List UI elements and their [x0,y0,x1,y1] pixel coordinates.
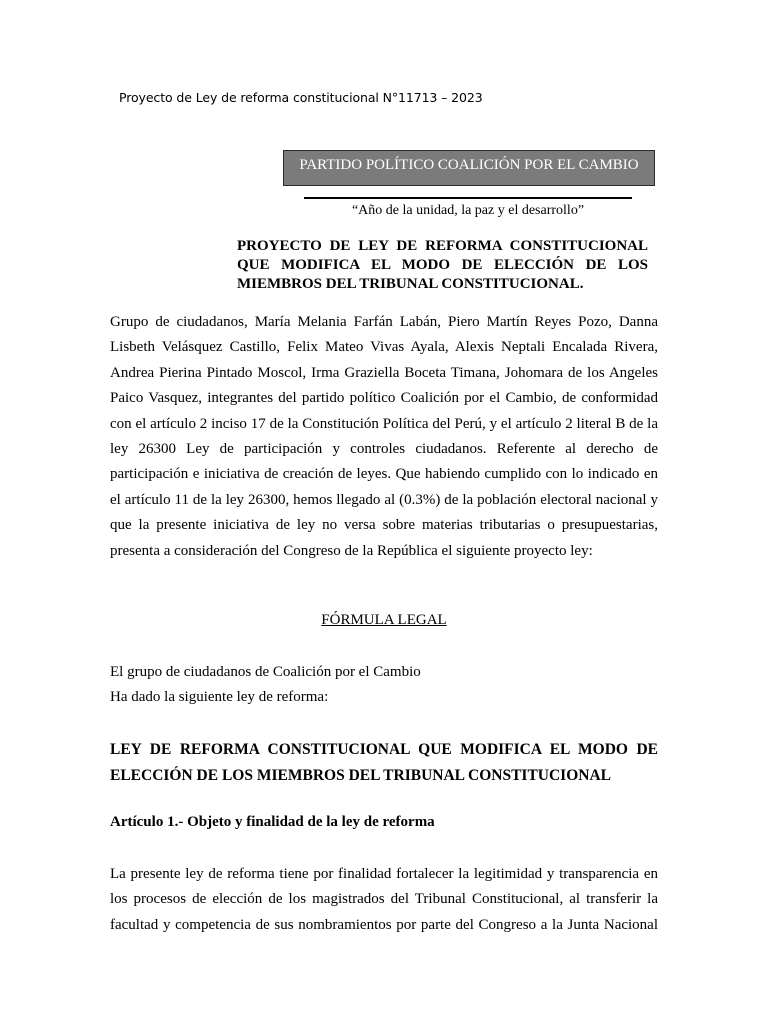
intro-paragraph: Grupo de ciudadanos, María Melania Farfán Labán, Piero Martín Reyes Pozo, Danna Lisbeth Velásquez Castillo, Felix Mateo Vivas Ayala, Alexis Neptali Encalada Rivera, Andrea Pierina Pintado Moscol, Irma Graziella Boceta Timana, Johomara de los Angeles Paico Vasquez, integrantes del partido político Coalición por el Cambio, de conformidad con el artículo 2 inciso 17 de la Constitución Política del Perú, y el artículo 2 literal B de la ley 26300 Ley de participación y controles ciudadanos. Referente al derecho de participación e iniciativa de creación de leyes. Que habiendo cumplido con lo indicado en el artículo 11 de la ley 26300, hemos llegado al (0.3%) de la población electoral nacional y que la presente iniciativa de ley no versa sobre materias tributarias o presupuestarias, presenta a consideración del Congreso de la República el siguiente proyecto ley: [110,314,658,559]
article-1-body: La presente ley de reforma tiene por finalidad fortalecer la legitimidad y transparencia en los procesos de elección de los magistrados del Tribunal Constitucional, al transferir la facultad y competencia de sus nombramientos por parte del Congreso a la Junta Nacional [110,866,658,933]
document-header: Proyecto de Ley de reforma constitucional N°11713 – 2023 [119,90,483,105]
horizontal-rule [304,197,632,199]
bill-title: PROYECTO DE LEY DE REFORMA CONSTITUCIONAL QUE MODIFICA EL MODO DE ELECCIÓN DE LOS MIEMBROS DEL TRIBUNAL CONSTITUCIONAL. [237,238,648,292]
formula-legal-heading [110,612,658,629]
party-name-box [283,150,655,186]
year-motto: “Año de la unidad, la paz y el desarrollo” [351,203,585,218]
law-title: LEY DE REFORMA CONSTITUCIONAL QUE MODIFICA EL MODO DE ELECCIÓN DE LOS MIEMBROS DEL TRIBUNAL CONSTITUCIONAL [110,741,658,784]
party-name: PARTIDO POLÍTICO COALICIÓN POR EL CAMBIO [299,157,639,173]
formula-line-1: El grupo de ciudadanos de Coalición por el Cambio [110,664,421,680]
formula-legal-heading-text: FÓRMULA LEGAL [321,612,447,628]
formula-line-2: Ha dado la siguiente ley de reforma: [110,689,329,705]
article-1-heading: Artículo 1.- Objeto y finalidad de la ley de reforma [110,814,435,830]
